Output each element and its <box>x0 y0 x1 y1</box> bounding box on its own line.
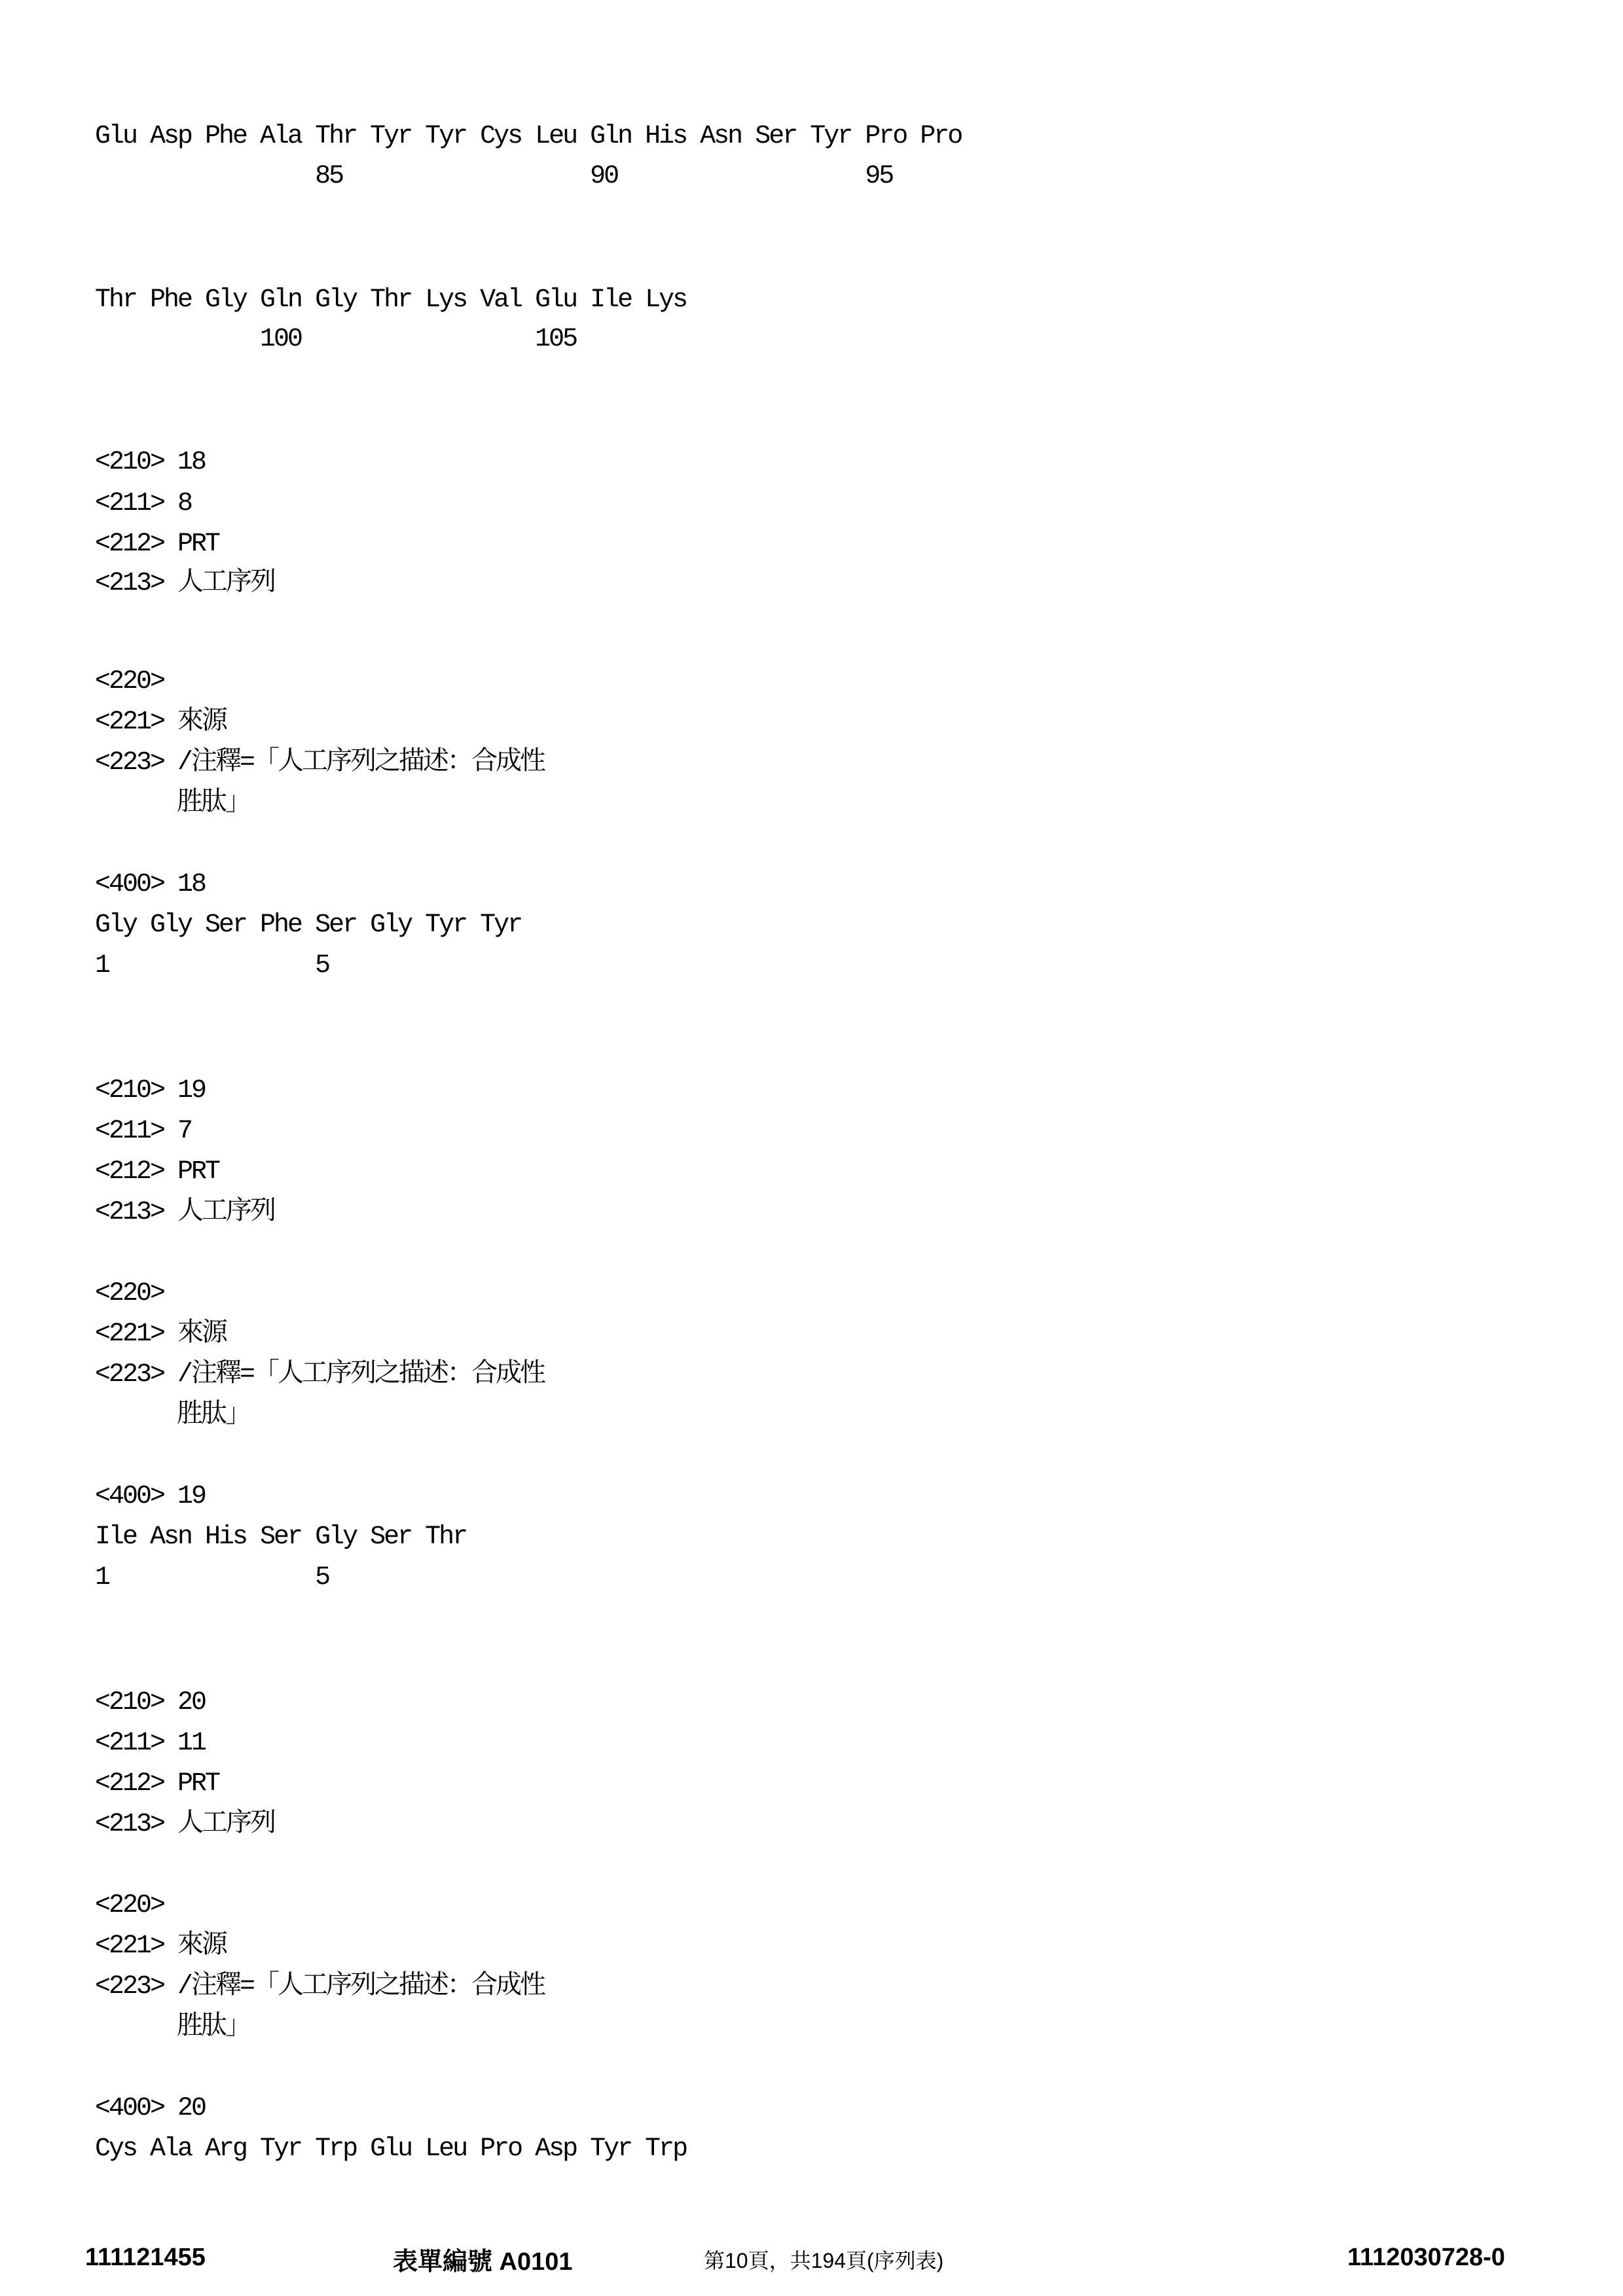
seq-20-type-line: <212> PRT <box>95 1769 219 1799</box>
seq-18-organism-line: <213> 人工序列 <box>95 569 275 598</box>
application-number: 111121455 <box>85 2244 206 2271</box>
page-indicator: 第10頁，共194頁(序列表) <box>704 2249 944 2272</box>
seq-19-sequence-header-line: <400> 19 <box>95 1482 206 1511</box>
residue-row-1: Glu Asp Phe Ala Thr Tyr Tyr Cys Leu Gln His Asn Ser Tyr Pro Pro <box>95 122 962 151</box>
residue-row-2: Thr Phe Gly Gln Gly Thr Lys Val Glu Ile Lys <box>95 285 687 315</box>
seq-20-note-continuation-line: 胜肽」 <box>177 2013 249 2042</box>
seq-19-feature-key-line: <221> 來源 <box>95 1319 227 1349</box>
seq-19-note-line: <223> /注釋=「人工序列之描述：合成性 <box>95 1360 545 1390</box>
seq-19-numeric-id-line: <210> 19 <box>95 1076 206 1105</box>
residue-ruler-2: 100 105 <box>95 325 577 354</box>
seq-20-note-line: <223> /注釋=「人工序列之描述：合成性 <box>95 1972 545 2001</box>
seq-19-feature-header-line: <220> <box>95 1279 164 1308</box>
seq-19-residue-ruler: 1 5 <box>95 1563 329 1592</box>
residue-ruler-1: 85 90 95 <box>95 162 893 191</box>
seq-20-sequence-header-line: <400> 20 <box>95 2094 206 2123</box>
seq-18-numeric-id-line: <210> 18 <box>95 448 206 477</box>
seq-19-note-continuation-line: 胜肽」 <box>177 1401 249 1430</box>
seq-20-length-line: <211> 11 <box>95 1729 206 1758</box>
seq-19-length-line: <211> 7 <box>95 1117 192 1146</box>
seq-18-note-line: <223> /注釋=「人工序列之描述：合成性 <box>95 748 545 778</box>
seq-19-organism-line: <213> 人工序列 <box>95 1198 275 1227</box>
seq-20-organism-line: <213> 人工序列 <box>95 1810 275 1839</box>
seq-20-feature-header-line: <220> <box>95 1891 164 1920</box>
document-number: 1112030728-0 <box>1347 2244 1505 2271</box>
form-number: 表單編號 A0101 <box>393 2248 573 2276</box>
seq-18-residue-row: Gly Gly Ser Phe Ser Gly Tyr Tyr <box>95 910 522 940</box>
seq-18-feature-key-line: <221> 來源 <box>95 708 227 737</box>
seq-18-sequence-header-line: <400> 18 <box>95 870 206 899</box>
seq-20-numeric-id-line: <210> 20 <box>95 1688 206 1717</box>
seq-18-length-line: <211> 8 <box>95 489 192 518</box>
seq-18-residue-ruler: 1 5 <box>95 951 329 980</box>
seq-18-type-line: <212> PRT <box>95 529 219 559</box>
seq-18-feature-header-line: <220> <box>95 667 164 696</box>
seq-20-residue-row: Cys Ala Arg Tyr Trp Glu Leu Pro Asp Tyr Trp <box>95 2134 687 2164</box>
seq-20-feature-key-line: <221> 來源 <box>95 1931 227 1961</box>
seq-19-type-line: <212> PRT <box>95 1157 219 1187</box>
seq-18-note-continuation-line: 胜肽」 <box>177 789 249 818</box>
seq-19-residue-row: Ile Asn His Ser Gly Ser Thr <box>95 1522 467 1552</box>
